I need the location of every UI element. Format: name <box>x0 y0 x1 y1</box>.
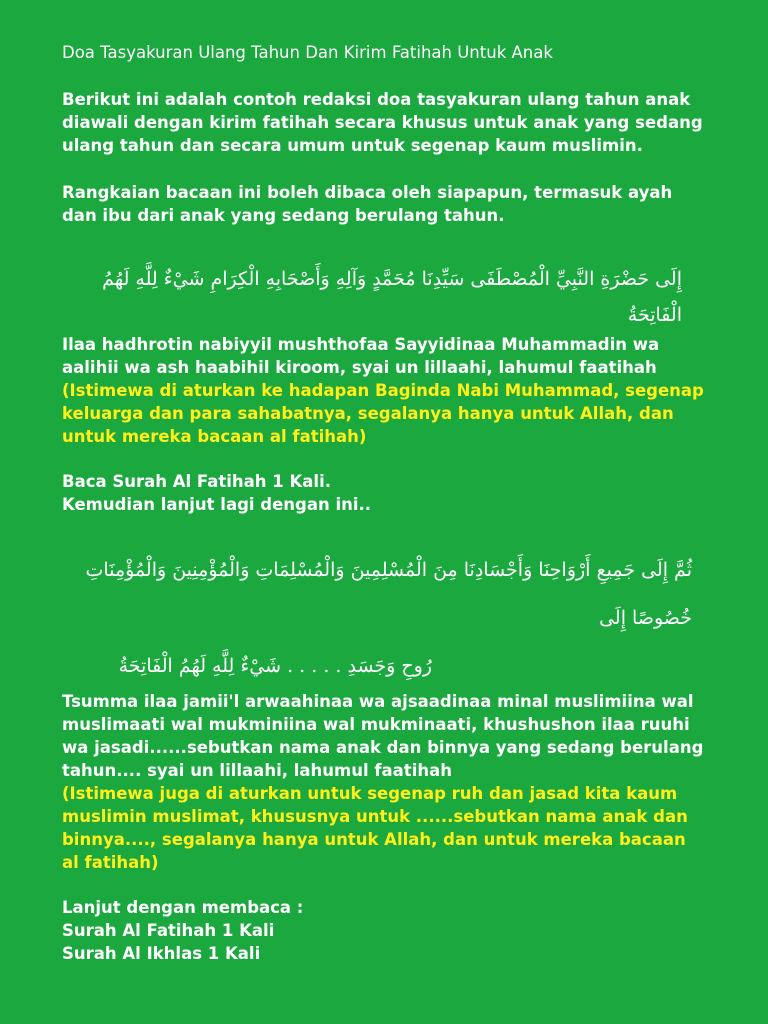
intro-paragraph-1: Berikut ini adalah contoh redaksi doa tasyakuran ulang tahun anak diawali dengan kirim fatihah secara khusus untuk anak yang sedang ulang tahun dan secara umum untuk segenap kaum muslimin. <box>62 90 703 155</box>
arabic-text-2-line-2: رُوحِ وَجَسَدِ . . . . . شَيْءٌ لِلَّهِ لَهُمُ الْفَاتِحَةُ <box>118 655 432 677</box>
arabic-text-1: إِلَى حَضْرَةِ النَّبِيِّ الْمُصْطَفَى سَيِّدِنَا مُحَمَّدٍ وَآلِهِ وَأَصْحَابِهِ الْكِرَامِ شَيْءٌ لِلَّهِ لَهُمُ الْفَاتِحَةُ <box>102 268 682 326</box>
transliteration-1: Ilaa hadhrotin nabiyyil mushthofaa Sayyidinaa Muhammadin wa aalihii wa ash haabihil kiroom, syai un lillaahi, lahumul faatihah <box>62 335 660 377</box>
closing-item-2: Surah Al Ikhlas 1 Kali <box>62 944 261 963</box>
intro-paragraph-2: Rangkaian bacaan ini boleh dibaca oleh siapapun, termasuk ayah dan ibu dari anak yang sedang berulang tahun. <box>62 183 673 225</box>
closing-item-1: Surah Al Fatihah 1 Kali <box>62 921 275 940</box>
instruction-1a: Baca Surah Al Fatihah 1 Kali. <box>62 472 332 491</box>
instruction-1b: Kemudian lanjut lagi dengan ini.. <box>62 495 372 514</box>
document-title: Doa Tasyakuran Ulang Tahun Dan Kirim Fatihah Untuk Anak <box>62 43 553 62</box>
arabic-text-2-line-1: ثُمَّ إِلَى جَمِيعِ أَرْوَاحِنَا وَأَجْسَادِنَا مِنَ الْمُسْلِمِينَ وَالْمُسْلِمَاتِ وَالْمُؤْمِنِينَ وَالْمُؤْمِنَاتِ خُصُوصًا إِلَى <box>85 559 692 629</box>
transliteration-2: Tsumma ilaa jamii'l arwaahinaa wa ajsaadinaa minal muslimiina wal muslimaati wal mukminiina wal mukminaati, khushushon ilaa ruuhi wa jasadi......sebutkan nama anak dan binnya yang sedang berulang tahun.... syai un lillaahi, lahumul faatihah <box>62 692 704 780</box>
translation-1: (Istimewa di aturkan ke hadapan Baginda Nabi Muhammad, segenap keluarga dan para sahabatnya, segalanya hanya untuk Allah, dan untuk mereka bacaan al fatihah) <box>62 381 704 446</box>
closing-intro: Lanjut dengan membaca : <box>62 898 304 917</box>
arabic-text-2 <box>62 546 706 690</box>
translation-2: (Istimewa juga di aturkan untuk segenap ruh dan jasad kita kaum muslimin muslimat, khususnya untuk ......sebutkan nama anak dan binnya...., segalanya hanya untuk Allah, dan untuk mereka bacaan al fatihah) <box>62 784 688 872</box>
